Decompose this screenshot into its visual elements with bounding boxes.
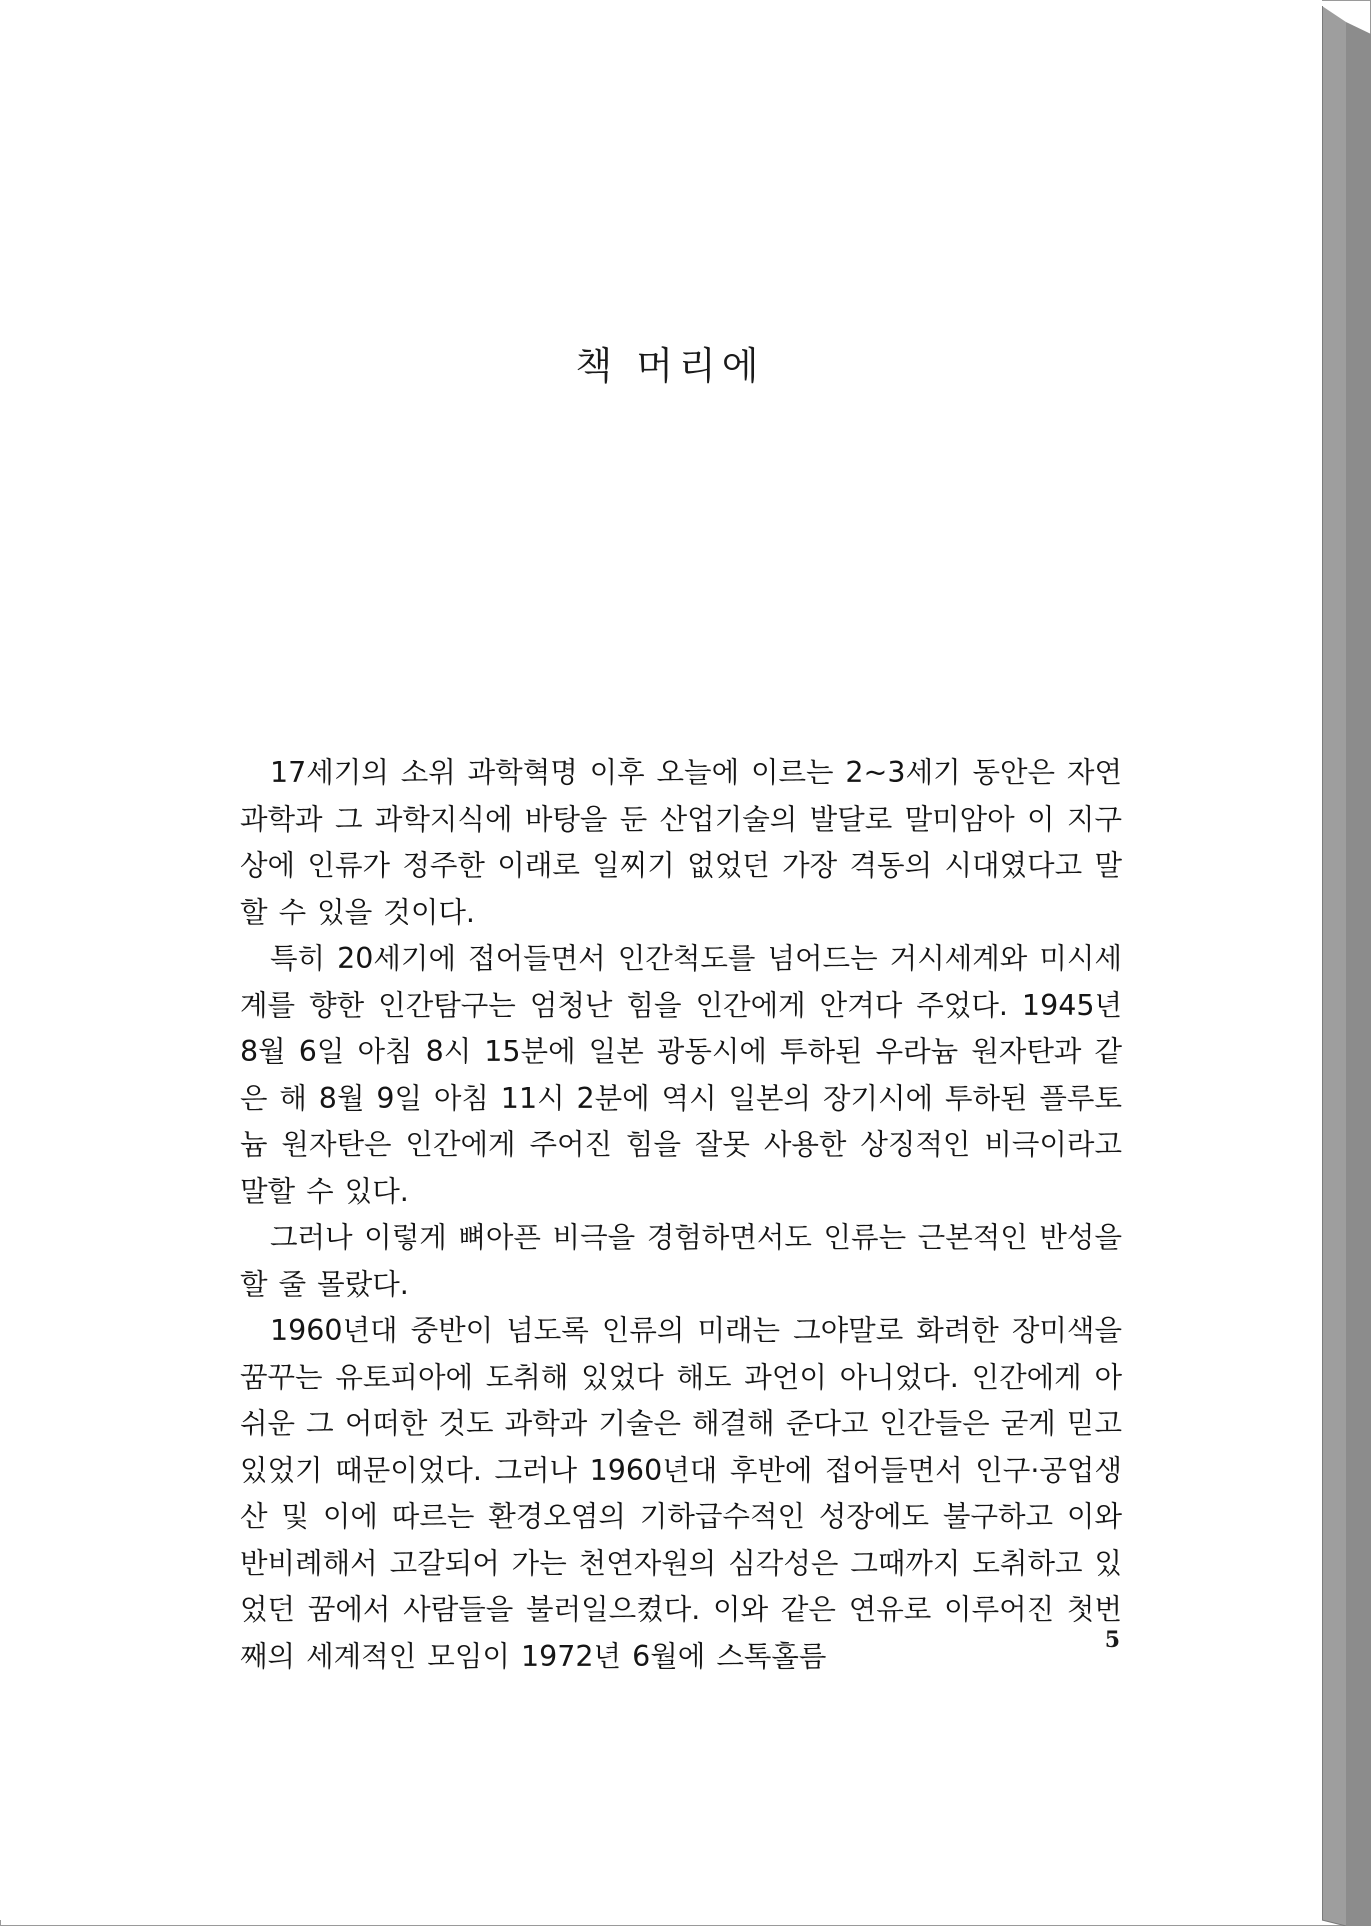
paragraph-1: 17세기의 소위 과학혁명 이후 오늘에 이르는 2~3세기 동안은 자연과학과 그 과학지식에 바탕을 둔 산업기술의 발달로 말미암아 이 지구상에 인류가 정주한 이래로 일찌기 없었던 가장 격동의 시대였다고 말할 수 있을 것이다. — [240, 756, 1122, 929]
paragraph-4: 1960년대 중반이 넘도록 인류의 미래는 그야말로 화려한 장미색을 꿈꾸는 유토피아에 도취해 있었다 해도 과언이 아니었다. 인간에게 아쉬운 그 어떠한 것도 과학과 기술은 해결해 준다고 인간들은 굳게 믿고 있었기 때문이었다. 그러나 1960년대 후반에 접어들면서 인구·공업생산 및 이에 따르는 환경오염의 기하급수적인 성장에도 불구하고 이와 반비례해서 고갈되어 가는 천연자원의 심각성은 그때까지 도취하고 있었던 꿈에서 사람들을 불러일으켰다. 이와 같은 연유로 이루어진 첫번째의 세계적인 모임이 1972년 6월에 스톡홀름 — [240, 1314, 1122, 1673]
page-number: 5 — [1104, 1627, 1120, 1653]
paragraph-3: 그러나 이렇게 뼈아픈 비극을 경험하면서도 인류는 근본적인 반성을 할 줄 몰랐다. — [240, 1221, 1122, 1301]
chapter-title: 책 머리에 — [575, 344, 765, 388]
body-text — [240, 750, 1122, 1680]
paragraph-2: 특히 20세기에 접어들면서 인간척도를 넘어드는 거시세계와 미시세계를 향한 인간탐구는 엄청난 힘을 인간에게 안겨다 주었다. 1945년 8월 6일 아침 8시 15분에 일본 광동시에 투하된 우라늄 원자탄과 같은 해 8월 9일 아침 11시 2분에 역시 일본의 장기시에 투하된 플루토늄 원자탄은 인간에게 주어진 힘을 잘못 사용한 상징적인 비극이라고 말할 수 있다. — [240, 942, 1122, 1208]
